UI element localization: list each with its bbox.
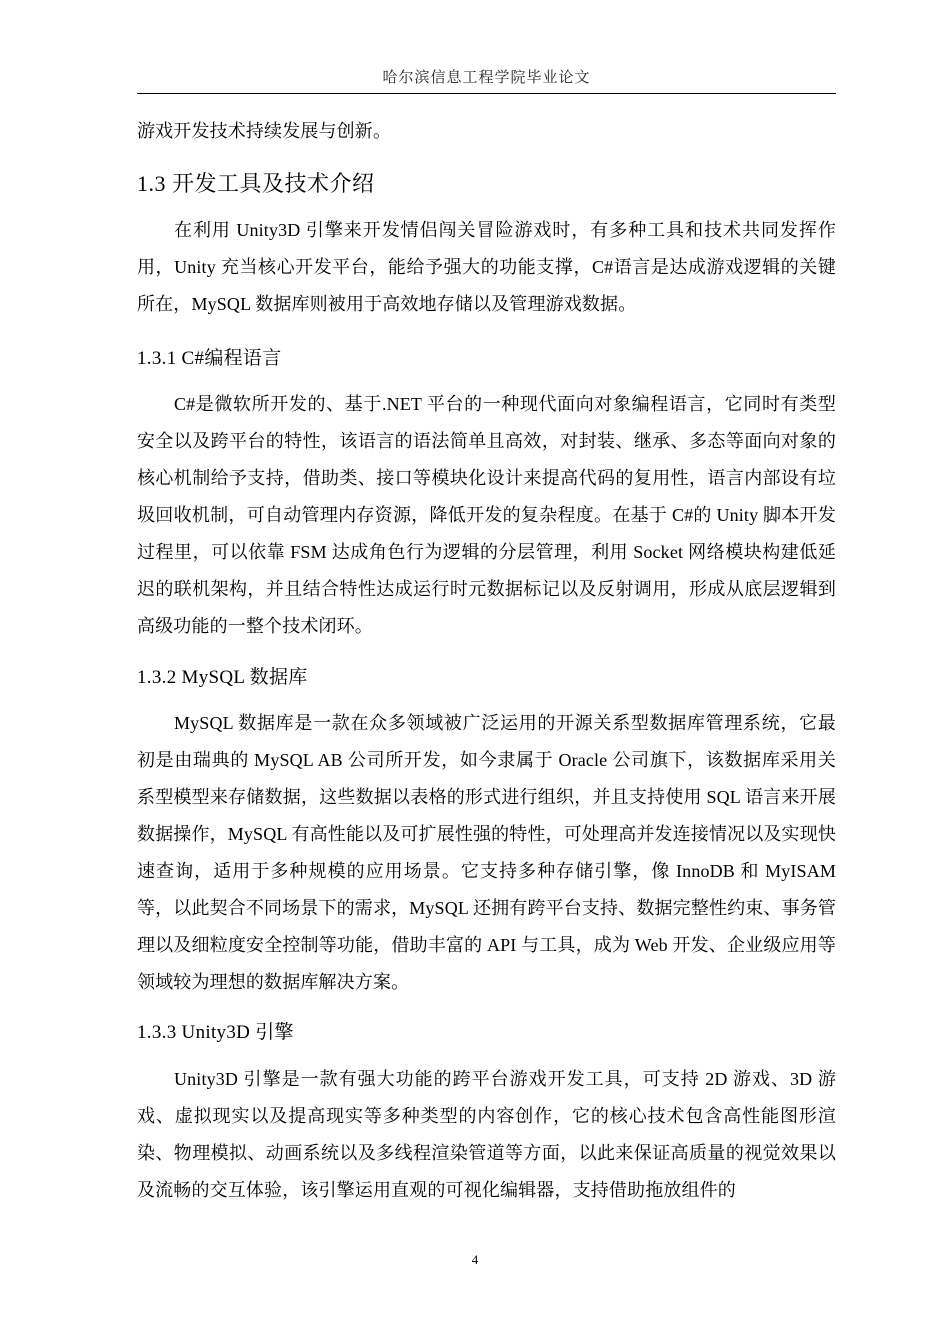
continuation-paragraph: 游戏开发技术持续发展与创新。 (137, 121, 392, 141)
section-heading-1-3-2: 1.3.2 MySQL 数据库 (137, 667, 308, 688)
section-heading-1-3: 1.3 开发工具及技术介绍 (137, 171, 375, 196)
section-1-3-1-body (137, 386, 836, 645)
section-1-3-body (137, 212, 836, 323)
section-1-3-3-body (137, 1061, 836, 1209)
page-header-title: 哈尔滨信息工程学院毕业论文 (382, 70, 591, 86)
section-heading-1-3-3: 1.3.3 Unity3D 引擎 (137, 1022, 294, 1043)
section-1-3-1-paragraph: C#是微软所开发的、基于.NET 平台的一种现代面向对象编程语言，它同时有类型安全以及跨平台的特性，该语言的语法简单且高效，对封装、继承、多态等面向对象的核心机制给予支持，借助类、接口等模块化设计来提高代码的复用性，语言内部设有垃圾回收机制，可自动管理内存资源，降低开发的复杂程度。在基于 C#的 Unity 脚本开发过程里，可以依靠 FSM 达成角色行为逻辑的分层管理，利用 Socket 网络模块构建低延迟的联机架构，并且结合特性达成运行时元数据标记以及反射调用，形成从底层逻辑到高级功能的一整个技术闭环。 (137, 394, 836, 636)
section-heading-1-3-1: 1.3.1 C#编程语言 (137, 348, 282, 369)
section-1-3-2-paragraph: MySQL 数据库是一款在众多领域被广泛运用的开源关系型数据库管理系统，它最初是由瑞典的 MySQL AB 公司所开发，如今隶属于 Oracle 公司旗下，该数据库采用关系型模型来存储数据，这些数据以表格的形式进行组织，并且支持使用 SQL 语言来开展数据操作，MySQL 有高性能以及可扩展性强的特性，可处理高并发连接情况以及实现快速查询，适用于多种规模的应用场景。它支持多种存储引擎，像 InnoDB 和 MyISAM 等，以此契合不同场景下的需求，MySQL 还拥有跨平台支持、数据完整性约束、事务管理以及细粒度安全控制等功能，借助丰富的 API 与工具，成为 Web 开发、企业级应用等领域较为理想的数据库解决方案。 (137, 713, 836, 992)
section-1-3-2-body (137, 705, 836, 1001)
header-rule (137, 93, 836, 94)
section-1-3-3-paragraph: Unity3D 引擎是一款有强大功能的跨平台游戏开发工具，可支持 2D 游戏、3D 游戏、虚拟现实以及提高现实等多种类型的内容创作，它的核心技术包含高性能图形渲染、物理模拟、动画系统以及多线程渲染管道等方面，以此来保证高质量的视觉效果以及流畅的交互体验，该引擎运用直观的可视化编辑器，支持借助拖放组件的 (137, 1069, 836, 1200)
section-1-3-paragraph: 在利用 Unity3D 引擎来开发情侣闯关冒险游戏时，有多种工具和技术共同发挥作用，Unity 充当核心开发平台，能给予强大的功能支撑，C#语言是达成游戏逻辑的关键所在，MySQL 数据库则被用于高效地存储以及管理游戏数据。 (137, 220, 836, 314)
page-number: 4 (471, 1252, 479, 1267)
continuation-text (137, 113, 836, 150)
